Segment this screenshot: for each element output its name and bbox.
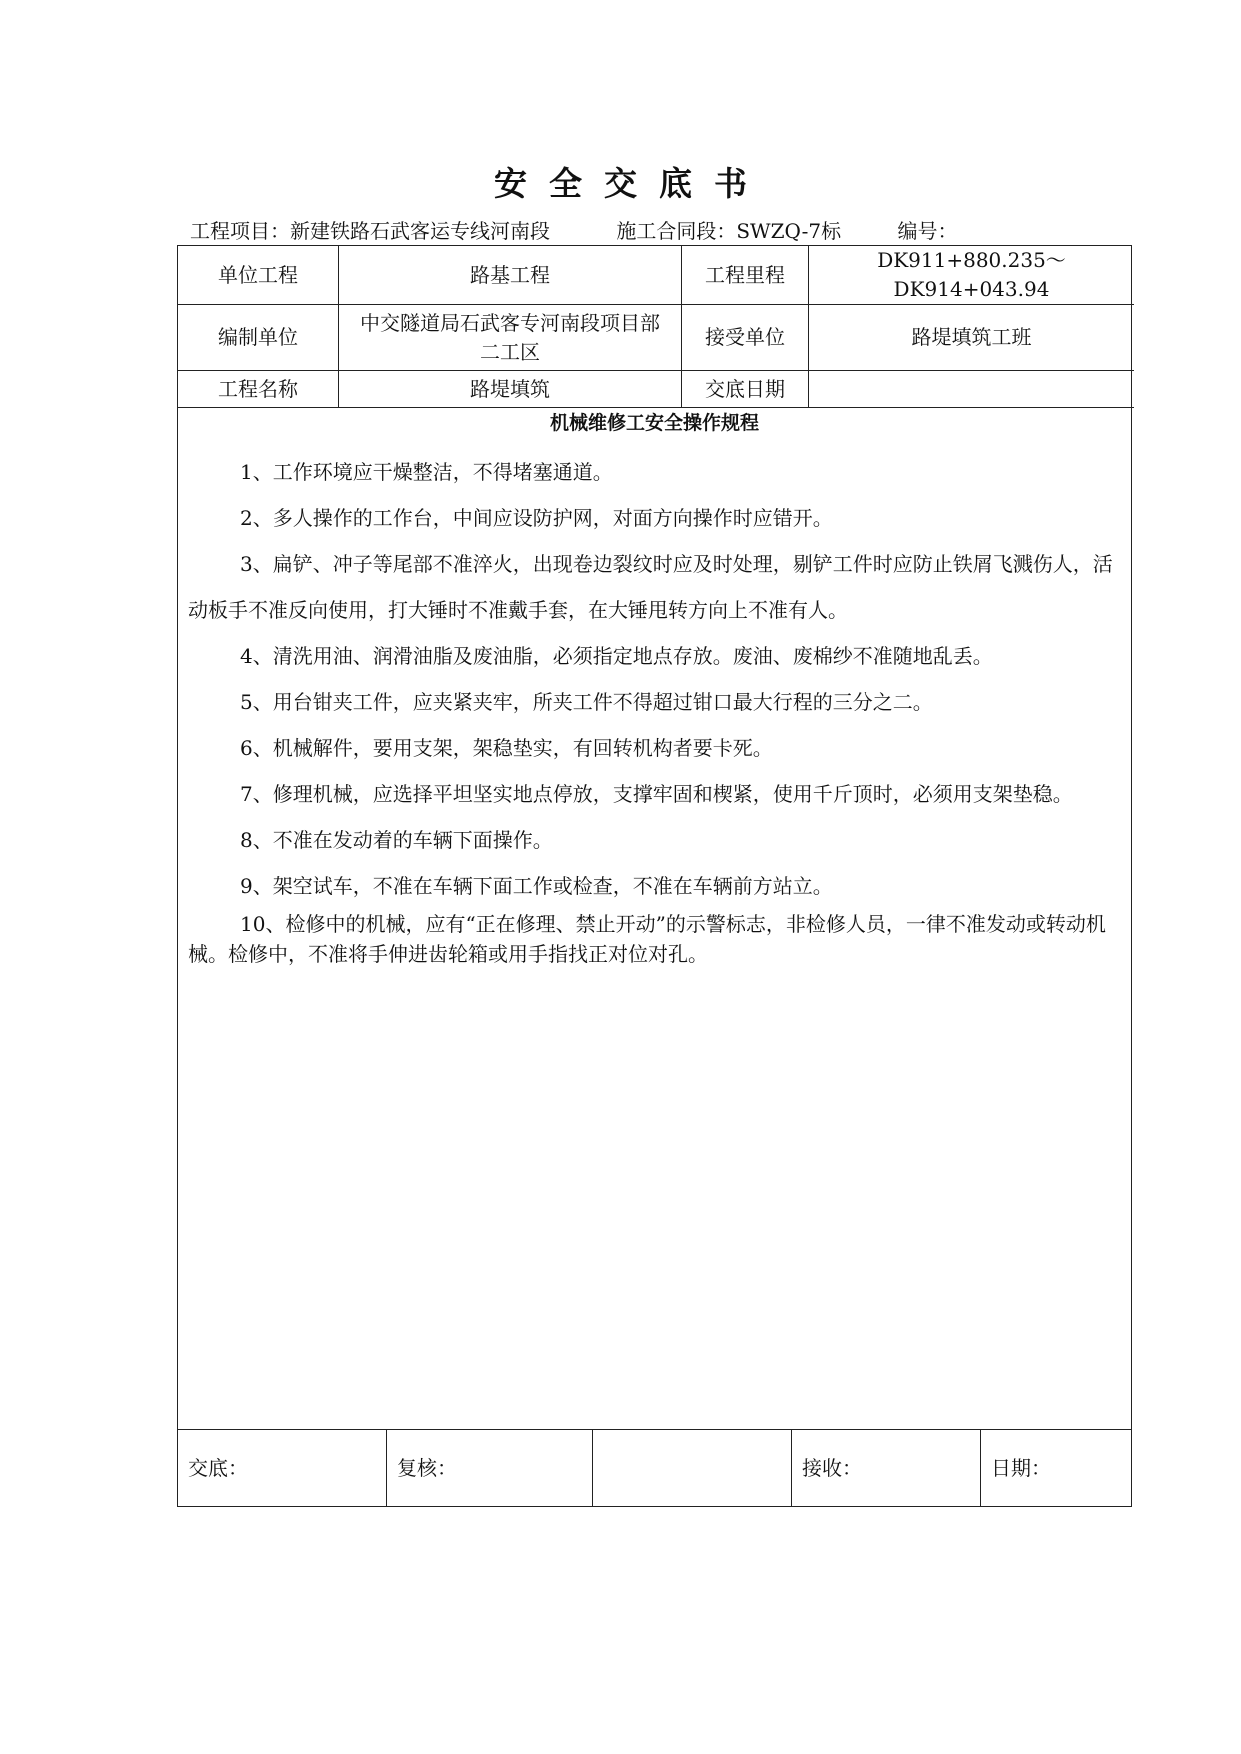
date-value xyxy=(809,371,1135,408)
project-field: 工程项目：新建铁路石武客运专线河南段 xyxy=(190,219,550,243)
project-name-value: 路堤填筑 xyxy=(339,371,682,408)
rule-item: 3、扁铲、冲子等尾部不准淬火，出现卷边裂纹时应及时处理，剔铲工件时应防止铁屑飞溅伤人，活动板手不准反向使用，打大锤时不准戴手套，在大锤甩转方向上不准有人。 xyxy=(188,552,1113,622)
blank-cell xyxy=(593,1430,792,1506)
signature-row xyxy=(178,1429,1131,1506)
number-field: 编号： xyxy=(897,219,958,243)
rule-item: 4、清洗用油、润滑油脂及废油脂，必须指定地点存放。废油、废棉纱不准随地乱丢。 xyxy=(240,644,993,668)
date-label: 交底日期 xyxy=(682,371,809,408)
contract-section-field: 施工合同段：SWZQ-7标 xyxy=(616,219,842,243)
header-meta xyxy=(190,215,957,244)
prepared-value: 中交隧道局石武客专河南段项目部二工区 xyxy=(339,305,682,371)
rule-item: 6、机械解件，要用支架，架稳垫实，有回转机构者要卡死。 xyxy=(240,736,773,760)
rule-item: 2、多人操作的工作台，中间应设防护网，对面方向操作时应错开。 xyxy=(240,506,833,530)
receive-signature: 接收： xyxy=(792,1430,981,1506)
info-table xyxy=(178,246,1134,408)
rule-item: 1、工作环境应干燥整洁，不得堵塞通道。 xyxy=(240,460,613,484)
rule-item: 9、架空试车，不准在车辆下面工作或检查，不准在车辆前方站立。 xyxy=(240,874,833,898)
project-name-label: 工程名称 xyxy=(178,371,339,408)
prepared-label: 编制单位 xyxy=(178,305,339,371)
sign-date: 日期： xyxy=(991,1456,1051,1480)
receiver-label: 接受单位 xyxy=(682,305,809,371)
document-title: 安全交底书 xyxy=(494,164,769,203)
review-signature: 复核： xyxy=(387,1430,593,1506)
mileage-label: 工程里程 xyxy=(682,246,809,305)
mileage-value: DK911+880.235～DK914+043.94 xyxy=(809,246,1135,305)
unit-value: 路基工程 xyxy=(339,246,682,305)
content-body xyxy=(188,408,1121,969)
rule-item: 7、修理机械，应选择平坦坚实地点停放，支撑牢固和楔紧，使用千斤顶时，必须用支架垫稳。 xyxy=(240,782,1073,806)
unit-label: 单位工程 xyxy=(178,246,339,305)
rule-item: 5、用台钳夹工件，应夹紧夹牢，所夹工件不得超过钳口最大行程的三分之二。 xyxy=(240,690,933,714)
receiver-value: 路堤填筑工班 xyxy=(809,305,1135,371)
handover-signature: 交底： xyxy=(178,1430,387,1506)
document-frame xyxy=(177,245,1132,1507)
rule-item: 8、不准在发动着的车辆下面操作。 xyxy=(240,828,553,852)
section-subtitle: 机械维修工安全操作规程 xyxy=(549,412,759,434)
rule-item: 10、检修中的机械，应有“正在修理、禁止开动”的示警标志，非检修人员，一律不准发动或转动机械。检修中，不准将手伸进齿轮箱或用手指找正对位对孔。 xyxy=(188,912,1106,966)
